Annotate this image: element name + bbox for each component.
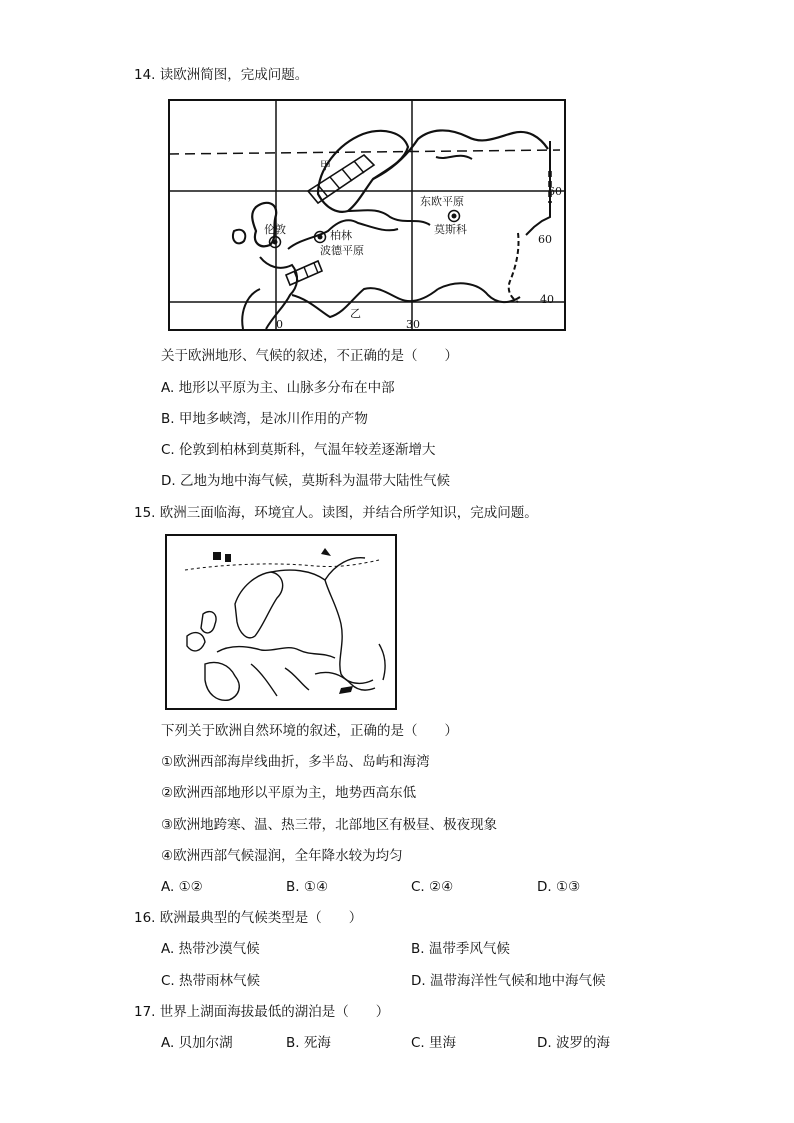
- q15-stem: 15. 欧洲三面临海，环境宜人。读图，并结合所学知识，完成问题。: [134, 505, 538, 521]
- q14-stem: 14. 读欧洲简图，完成问题。: [134, 67, 309, 83]
- q15-option-b[interactable]: B. ①④: [286, 879, 329, 895]
- label-jia: 甲: [320, 159, 331, 172]
- label-poland-plain: 波德平原: [320, 244, 364, 257]
- q16-option-b[interactable]: B. 温带季风气候: [411, 941, 510, 957]
- label-berlin: 柏林: [330, 229, 352, 242]
- q15-statement-3: ③欧洲地跨寒、温、热三带，北部地区有极昼、极夜现象: [161, 817, 498, 833]
- label-lat-60-top: 60: [548, 185, 562, 198]
- label-east-european-plain: 东欧平原: [420, 195, 464, 208]
- europe-sketch-map: [168, 99, 566, 331]
- q14-option-c[interactable]: C. 伦敦到柏林到莫斯科，气温年较差逐渐增大: [161, 442, 436, 458]
- q15-question: 下列关于欧洲自然环境的叙述，正确的是（ ）: [161, 723, 458, 739]
- q16-option-d[interactable]: D. 温带海洋性气候和地中海气候: [411, 973, 606, 989]
- q14-question: 关于欧洲地形、气候的叙述，不正确的是（ ）: [161, 348, 458, 364]
- q15-statement-2: ②欧洲西部地形以平原为主，地势西高东低: [161, 785, 417, 801]
- q17-stem: 17. 世界上湖面海拔最低的湖泊是（ ）: [134, 1004, 390, 1020]
- label-lon-0: 0: [276, 318, 283, 331]
- q15-statement-4: ④欧洲西部气候湿润，全年降水较为均匀: [161, 848, 403, 864]
- q15-option-a[interactable]: A. ①②: [161, 879, 203, 895]
- label-lat-40: 40: [540, 293, 554, 306]
- q17-option-b[interactable]: B. 死海: [286, 1035, 331, 1051]
- q14-option-b[interactable]: B. 甲地多峡湾，是冰川作用的产物: [161, 411, 368, 427]
- q14-option-a[interactable]: A. 地形以平原为主、山脉多分布在中部: [161, 380, 395, 396]
- q17-option-c[interactable]: C. 里海: [411, 1035, 457, 1051]
- label-lat-60: 60: [538, 233, 552, 246]
- q16-option-a[interactable]: A. 热带沙漠气候: [161, 941, 260, 957]
- q17-option-a[interactable]: A. 贝加尔湖: [161, 1035, 233, 1051]
- europe-outline-map: [165, 534, 397, 710]
- label-lon-30: 30: [406, 318, 420, 331]
- q15-statement-1: ①欧洲西部海岸线曲折，多半岛、岛屿和海湾: [161, 754, 430, 770]
- label-moscow: 莫斯科: [434, 223, 467, 236]
- q16-option-c[interactable]: C. 热带雨林气候: [161, 973, 261, 989]
- q15-option-d[interactable]: D. ①③: [537, 879, 581, 895]
- label-london: 伦敦: [264, 223, 286, 236]
- q17-option-d[interactable]: D. 波罗的海: [537, 1035, 610, 1051]
- q16-stem: 16. 欧洲最典型的气候类型是（ ）: [134, 910, 363, 926]
- q14-option-d[interactable]: D. 乙地为地中海气候，莫斯科为温带大陆性气候: [161, 473, 450, 489]
- q15-option-c[interactable]: C. ②④: [411, 879, 454, 895]
- label-yi: 乙: [350, 307, 361, 320]
